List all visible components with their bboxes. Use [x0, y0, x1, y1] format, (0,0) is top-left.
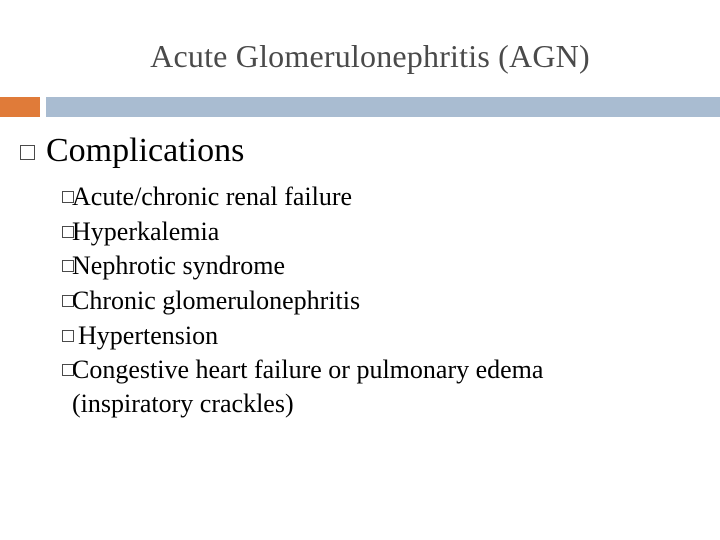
sub-bullet-item — [62, 319, 712, 354]
square-bullet-icon — [62, 330, 74, 342]
sub-bullet-list — [62, 180, 712, 419]
sub-bullet-label: Hyperkalemia — [72, 216, 220, 246]
sub-bullet-continuation: (inspiratory crackles) — [72, 389, 294, 419]
square-bullet-icon — [20, 145, 35, 160]
sub-bullet-item — [62, 180, 712, 215]
sub-bullet-item — [62, 353, 712, 419]
sub-bullet-label: Acute/chronic renal failure — [72, 182, 353, 211]
accent-bar — [0, 97, 40, 117]
header-band — [46, 97, 720, 117]
sub-bullet-label: Hypertension — [78, 320, 219, 350]
sub-bullet-item — [62, 284, 712, 319]
slide-title: Acute Glomerulonephritis (AGN) — [150, 38, 590, 74]
sub-bullet-label: Congestive heart failure or pulmonary edema — [72, 355, 544, 385]
sub-bullet-label: Chronic glomerulonephritis — [72, 286, 361, 316]
sub-bullet-item — [62, 249, 712, 284]
sub-bullet-label: Nephrotic syndrome — [72, 251, 286, 281]
sub-bullet-item — [62, 215, 712, 250]
bullet-label: Complications — [46, 132, 245, 169]
